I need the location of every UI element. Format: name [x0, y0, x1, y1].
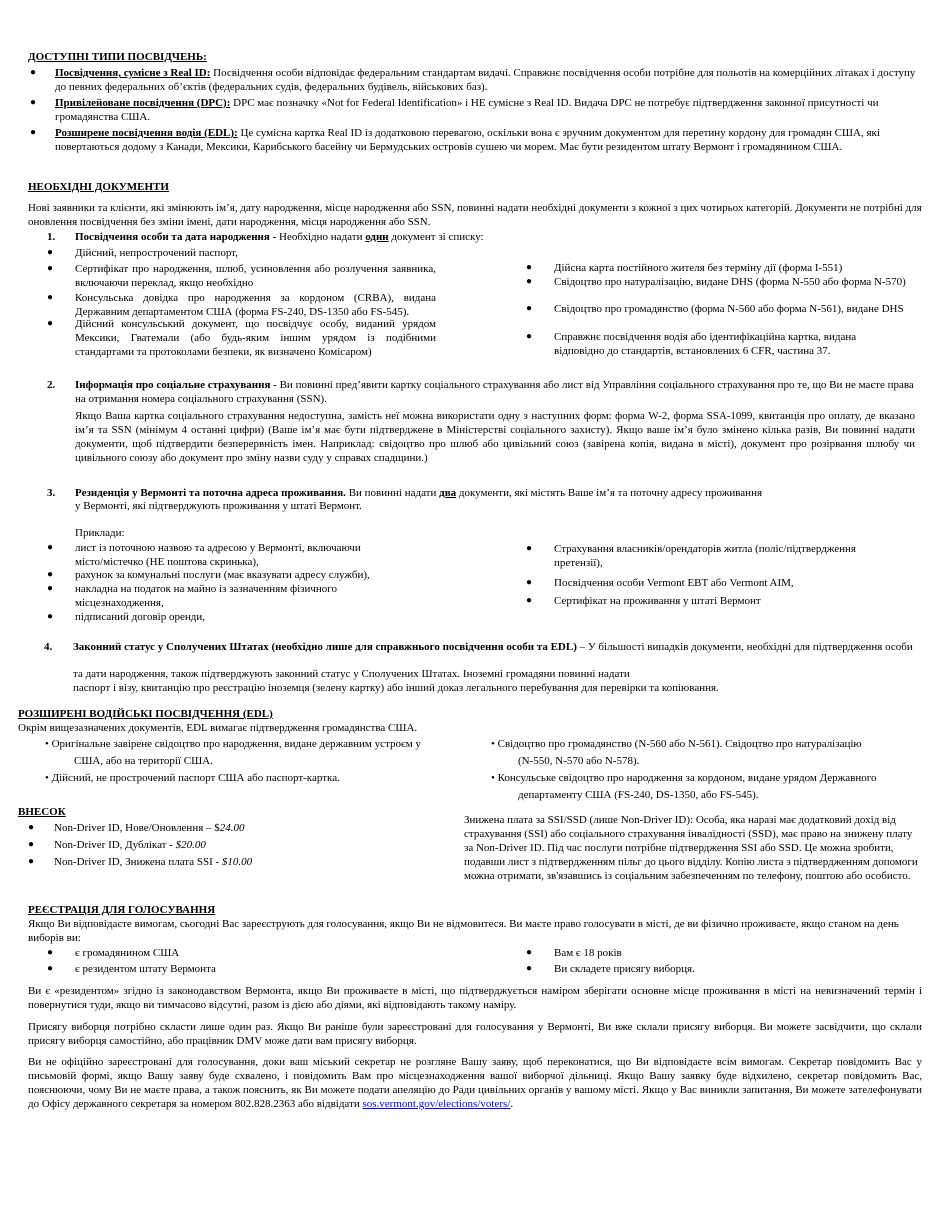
list-item: ● підписаний договір оренди, [47, 611, 205, 623]
voting-intro: Якщо Ви відповідаєте вимогам, сьогодні Вас зареєструють для голосування, якщо Ви не відмовитеся. Ви маєте право голосувати в місті, де ви фізично проживаєте, якщо станом на день виборів ви: [28, 918, 899, 944]
edl-intro: Окрім вищезазначених документів, EDL вимагає підтвердження громадянства США. [18, 722, 418, 734]
list-item-continuation: (N-550, N-570 або N-578). [518, 755, 640, 767]
section-3-heading: Резиденція у Вермонті та поточна адреса проживання. Ви повинні надати два документи, які містять Ваше ім’я та поточну адресу проживання [75, 487, 763, 499]
list-item: ● Сертифікат про народження, шлюб, усиновлення або розлучення заявника, включаючи переклад, якщо необхідно [47, 263, 436, 289]
bullet-icon: ● [526, 331, 533, 342]
list-item: ● Страхування власників/орендаторів житла (поліс/підтвердження претензії), [526, 543, 856, 569]
list-item [30, 96, 918, 124]
bullet-icon: ● [28, 839, 35, 850]
section-2-paragraph: Якщо Ваша картка соціального страхування недоступна, замість неї можна використати одну з наступних форм: форма W-2, форма SSA-1099, квитанція про оплату, де вказано ім’я та SSN (мінімум 4 останні цифри) (Ваше ім’я має бути підтверджене в Міністерстві соціального захисту). Якщо ваше ім’я було змінено кілька разів, Ви повинні надати документи, щоб підтвердити безперервність імен. Наприклад: свідоцтво про шлюб або цивільний союз (завірена копія, видана в місті), документ про розірвання шлюбу чи цивільного союзу або документ про зміну назви суду у справах спадщини.) [75, 410, 915, 464]
section-number: 1. [47, 231, 56, 243]
fees-heading: ВНЕСОК [18, 806, 66, 818]
bullet-icon: ● [30, 67, 37, 78]
list-item [30, 126, 918, 154]
bullet-icon: • [491, 772, 495, 784]
list-item: ● Ви складете присягу виборця. [526, 963, 695, 975]
list-item-continuation: департаменту США (FS-240, DS-1350, або FS-545). [518, 789, 759, 801]
examples-label: Приклади: [75, 527, 125, 539]
list-item: ● Свідоцтво про натуралізацію, видане DHS (форма N-550 або форма N-570) [526, 276, 906, 288]
bullet-icon: ● [47, 263, 54, 274]
list-item: ● Справжнє посвідчення водія або ідентифікаційна картка, видана відповідно до стандартів, встановлених 6 CFR, частина 37. [526, 331, 857, 357]
list-item: ● Вам є 18 років [526, 947, 622, 959]
bullet-icon: ● [47, 583, 54, 594]
list-item [30, 66, 918, 94]
section-number: 2. [47, 379, 56, 391]
bullet-icon: ● [47, 292, 54, 303]
list-item: ● є громадянином США [47, 947, 180, 959]
reduced-fee-note: Знижена плата за SSI/SSD (лише Non-Driver ID): Особа, яка наразі має додатковий дохід від страхування (SSI) або соціального страхування інвалідності (SSD), має право на знижену плату за Non-Driver ID. Під час послуги потрібне підтвердження SSI або SSD. Це можна зробити, подавши лист з підтвердженням пільг до цього відділу. Копію листа з підтвердженням допомоги можна отримати, зв'язавшись із соціальним забезпеченням по телефону, поштою або особисто. [464, 814, 918, 882]
item-title: Розширене посвідчення водія (EDL): [55, 127, 238, 139]
section-4-line: та дати народження, також підтверджують законний статус у Сполучених Штатах. Іноземні громадяни повинні надати [73, 668, 630, 680]
list-item: ● Консульська довідка про народження за кордоном (CRBA), видана Державним департаментом США (форма FS-240, DS-1350 або FS-545). [47, 292, 436, 318]
section-number: 3. [47, 487, 56, 499]
item-text: DPC має позначку «Not for Federal Identification» і НЕ сумісне з Real ID. Видача DPC не потребує підтвердження законної присутності чи громадянства США. [55, 97, 879, 123]
types-heading: ДОСТУПНІ ТИПИ ПОСВІДЧЕНЬ: [28, 51, 207, 63]
item-text: Це сумісна картка Real ID із додатковою перевагою, оскільки вона є зручним документом для перетину кордону для громадян США, які повертаються додому з Канади, Мексики, Карибського басейну чи Бермудських островів сушею чи морем. Має бути резидентом штату Вермонт і громадянином США. [55, 127, 880, 153]
section-4-line: паспорт і візу, квитанцію про реєстрацію іноземця (зелену картку) або інший доказ легального перебування для перевірки та копіювання. [73, 682, 719, 694]
bullet-icon: ● [47, 318, 54, 329]
bullet-icon: ● [47, 963, 54, 974]
fee-item: ● Non-Driver ID, Знижена плата SSI - $10.00 [28, 856, 253, 868]
bullet-icon: • [45, 772, 49, 784]
list-item: ● Свідоцтво про громадянство (форма N-560 або форма N-561), видане DHS [526, 303, 904, 315]
bullet-icon: ● [28, 822, 35, 833]
fee-item: ● Non-Driver ID, Нове/Оновлення – $24.00 [28, 822, 245, 834]
bullet-icon: ● [47, 542, 54, 553]
voting-paragraph: Ви є «резидентом» згідно із законодавством Вермонта, якщо Ви проживаєте в місті, що підтверджується наміром зберігати основне місце проживання в місті на невизначений термін і повернутися туди, якщо ви тимчасово відсутні, разом із дією або діями, які відповідають такому наміру. [28, 985, 922, 1011]
bullet-icon: ● [47, 247, 54, 258]
list-item: ● рахунок за комунальні послуги (має вказувати адресу служби), [47, 569, 370, 581]
bullet-icon: ● [526, 303, 533, 314]
section-4-heading: Законний статус у Сполучених Штатах (необхідно лише для справжнього посвідчення особи та EDL) – У більшості випадків документи, необхідні для підтвердження особи [73, 641, 913, 653]
bullet-icon: ● [526, 595, 533, 606]
list-item: ● Дійсна карта постійного жителя без терміну дії (форма I-551) [526, 262, 843, 274]
section-2-heading: Інформація про соціальне страхування - Ви повинні пред’явити картку соціального страхування або лист від Управління соціального страхування про те, що Ви не маєте права на отримання номера соціального страхування (SSN). [75, 379, 914, 405]
list-item: • Дійсний, не прострочений паспорт США або паспорт-картка. [45, 772, 340, 784]
item-text: Посвідчення особи відповідає федеральним стандартам видачі. Справжнє посвідчення особи потрібне для польотів на комерційних літаках і доступу до певних федеральних об’єктів (федеральних судів, федеральних будівель, військових баз). [55, 67, 916, 93]
bullet-icon: ● [526, 543, 533, 554]
bullet-icon: ● [526, 947, 533, 958]
section-number: 4. [44, 641, 53, 653]
list-item: • Оригінальне завірене свідоцтво про народження, видане державним устроєм у [45, 738, 421, 750]
docs-intro: Нові заявники та клієнти, які змінюють ім’я, дату народження, місце народження або SSN, повинні надати необхідні документи з кожної з цих чотирьох категорій. Документи не потрібні для оновлення посвідчення без зміни імені, дати народження, місця народження або SSN. [28, 202, 922, 228]
section-3-line: у Вермонті, які підтверджують проживання у штаті Вермонт. [75, 500, 362, 512]
list-item: ● накладна на податок на майно із зазначенням фізичного місцезнаходження, [47, 583, 338, 609]
voting-heading: РЕЄСТРАЦІЯ ДЛЯ ГОЛОСУВАННЯ [28, 904, 216, 916]
list-item-continuation: США, або на території США. [74, 755, 213, 767]
bullet-icon: ● [30, 97, 37, 108]
list-item: ● є резидентом штату Вермонта [47, 963, 216, 975]
item-title: Посвідчення, сумісне з Real ID: [55, 67, 211, 79]
section-1-heading: Посвідчення особи та дата народження - Необхідно надати один документ зі списку: [75, 231, 484, 243]
bullet-icon: ● [28, 856, 35, 867]
list-item: ● Дійсний, непрострочений паспорт, [47, 247, 238, 259]
bullet-icon: ● [47, 569, 54, 580]
voters-link[interactable]: sos.vermont.gov/elections/voters/ [362, 1098, 511, 1110]
list-item: ● Сертифікат на проживання у штаті Вермонт [526, 595, 761, 607]
fee-item: ● Non-Driver ID, Дублікат - $20.00 [28, 839, 206, 851]
voting-paragraph: Присягу виборця потрібно скласти лише один раз. Якщо Ви раніше були зареєстровані для голосування у Вермонті, Ви вже склали присягу виборця. Ви можете засвідчити, що склали присягу виборця самостійно, або працівник DMV може дати вам присягу виборця. [28, 1021, 922, 1047]
list-item: • Консульське свідоцтво про народження за кордоном, видане урядом Державного [491, 772, 877, 784]
bullet-icon: ● [30, 127, 37, 138]
bullet-icon: • [491, 738, 495, 750]
edl-heading: РОЗШИРЕНІ ВОДІЙСЬКІ ПОСВІДЧЕННЯ (EDL) [18, 708, 273, 720]
list-item: ● лист із поточною назвою та адресою у Вермонті, включаючи місто/містечко (НЕ поштова скринька), [47, 542, 361, 568]
bullet-icon: ● [47, 947, 54, 958]
list-item: ● Дійсний консульський документ, що посвідчує особу, виданий урядом Мексики, Гватемали (або будь-яким іншим урядом із подібними стандартами та протоколами безпеки, як визначено Комісаром) [47, 318, 436, 358]
list-item: • Свідоцтво про громадянство (N-560 або N-561). Свідоцтво про натуралізацію [491, 738, 862, 750]
docs-heading: НЕОБХІДНІ ДОКУМЕНТИ [28, 181, 169, 193]
bullet-icon: ● [526, 262, 533, 273]
bullet-icon: • [45, 738, 49, 750]
bullet-icon: ● [526, 963, 533, 974]
bullet-icon: ● [47, 611, 54, 622]
voting-paragraph: Ви не офіційно зареєстровані для голосування, доки ваш міський секретар не розгляне Вашу заяву, щоб переконатися, що Ви відповідаєте всім вимогам. Секретар повідомить Вас у письмовій формі, якщо Вашу заяву буде схвалено, і повідомить Вам про місцезнаходження вашої виборчої дільниці. Якщо Вашу заявку буде відхилено, секретар повідомить Вас, пояснюючи, чому Ви не маєте права, а також пояснить, як Ви можете подати апеляцію до Ради цивільних органів у вашому місті. Якщо у Вас виникли запитання, Ви можете зателефонувати до Офісу державного секретаря за номером 802.828.2363 або відвідати sos.vermont.gov/elections/voters/. [28, 1056, 922, 1110]
item-title: Привілейоване посвідчення (DPC): [55, 97, 231, 109]
list-item: ● Посвідчення особи Vermont EBT або Vermont AIM, [526, 577, 794, 589]
bullet-icon: ● [526, 577, 533, 588]
bullet-icon: ● [526, 276, 533, 287]
